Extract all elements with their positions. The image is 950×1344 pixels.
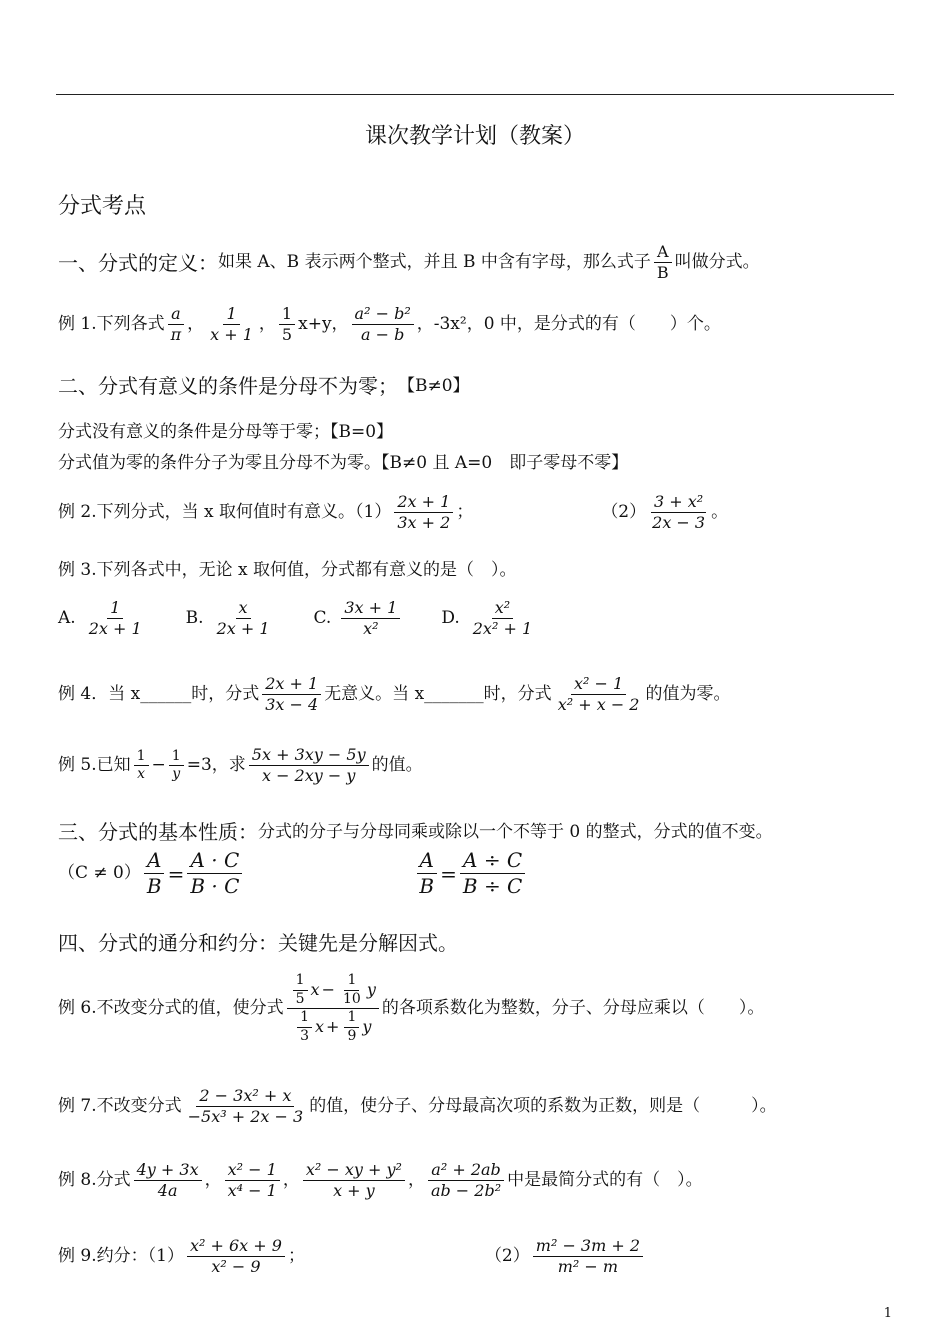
ex2-part-2-label: （2） — [601, 502, 647, 523]
option-c-label: C. — [313, 608, 332, 629]
condition-c-nonzero: （C ≠ 0） — [58, 863, 141, 884]
example-5-text-a: 例 5.已知 — [58, 755, 131, 776]
example-7-text-a: 例 7.不改变分式 — [58, 1096, 182, 1117]
example-4-text-a: 例 4．当 x______时，分式 — [58, 684, 260, 705]
property-rhs-multiply: $\frac{A \cdot C}{B \cdot C}$ — [187, 848, 242, 899]
example-8-text-a: 例 8.分式 — [58, 1170, 131, 1191]
ex9-fraction-1: $\frac{\text{x² + 6x + 9}}{\text{x² − 9}}$ — [187, 1236, 285, 1277]
option-d-label: D. — [441, 608, 460, 629]
section-2 — [58, 374, 470, 398]
section-2-line-3: 分式值为零的条件分子为零且分母不为零。【B≠0 且 A=0 即子零母不零】 — [58, 453, 629, 473]
option-d-fraction: $\frac{\text{x²}}{\text{2x² + 1}}$ — [472, 598, 533, 638]
ex2-fraction-1: $\frac{2x + 1}{3x + 2}$ — [394, 492, 453, 533]
ex1-fraction-4: $\frac{\text{a² − b²}}{a - b}$ — [352, 304, 414, 345]
coefficient-fraction: $\frac{1}{10}$ — [342, 972, 361, 1007]
example-3-options — [58, 598, 538, 639]
option-b-label: B. — [185, 608, 204, 629]
ex8-fraction-3: $\frac{\text{x² − xy + y²}}{x + y}$ — [303, 1160, 405, 1201]
separator: ， — [258, 314, 276, 335]
option-a-fraction: $\frac{1}{2x + 1}$ — [88, 598, 142, 638]
option-a-label: A. — [58, 608, 76, 629]
section-2-line-2: 分式没有意义的条件是分母等于零；【B=0】 — [58, 422, 394, 442]
example-4-text-b: 无意义。当 x_______时，分式 — [324, 684, 552, 705]
separator: 。 — [711, 502, 729, 523]
property-lhs-1: $\frac{A}{B}$ — [144, 848, 165, 899]
example-2-prefix: 例 2.下列分式，当 x 取何值时有意义。（1） — [58, 502, 392, 523]
ex8-fraction-4: $\frac{\text{a² + 2ab}}{\text{ab − 2b²}}$ — [428, 1160, 504, 1201]
fraction-a-over-b: $\frac{A}{B}$ — [654, 242, 672, 283]
example-1-prefix: 例 1.下列各式 — [58, 314, 165, 335]
ex8-fraction-2: $\frac{\text{x² − 1}}{\text{x⁴ − 1}}$ — [225, 1160, 280, 1201]
ex8-fraction-1: $\frac{4y + 3x}{4a}$ — [134, 1160, 202, 1201]
ex1-fraction-3: $\frac{1}{5}$ — [279, 304, 295, 345]
ex6-complex-fraction: $\frac{1}{5}$ x − $\frac{1}{10}$ y $\frac{1}{3}$ x + $\frac{1}{9}$ y — [287, 972, 379, 1045]
example-9 — [58, 1236, 646, 1277]
option-c-fraction: $\frac{3x + 1}{\text{x²}}$ — [341, 598, 400, 639]
separator: ； — [456, 502, 474, 523]
separator: ， — [187, 314, 205, 335]
ex5-fraction-3: $\frac{5x + 3xy - 5y}{x - 2xy - y}$ — [249, 745, 369, 786]
example-8 — [58, 1160, 703, 1201]
section-2-heading: 二、分式有意义的条件是分母不为零； — [58, 374, 398, 398]
equals-sign: = — [440, 861, 457, 886]
section-2-note: 【B≠0】 — [398, 375, 470, 396]
example-6-text-a: 例 6.不改变分式的值，使分式 — [58, 998, 284, 1019]
coefficient-fraction: $\frac{1}{5}$ — [293, 972, 308, 1008]
section-3-formulas — [58, 848, 528, 899]
example-4-text-c: 的值为零。 — [645, 684, 731, 705]
example-5-text-b: =3，求 — [186, 755, 246, 776]
option-b-fraction: $\frac{x}{2x + 1}$ — [216, 598, 270, 638]
page-number: 1 — [883, 1306, 892, 1321]
ex1-fraction-2: $\frac{1}{x + 1}$ — [210, 304, 253, 344]
ex9-part-2-label: （2） — [484, 1246, 530, 1267]
section-3-heading: 三、分式的基本性质： — [58, 820, 258, 844]
separator: ； — [287, 1246, 305, 1267]
coefficient-fraction: $\frac{1}{3}$ — [297, 1009, 312, 1045]
ex5-fraction-1: $\frac{1}{x}$ — [134, 748, 149, 784]
property-rhs-divide: $\frac{A \div C}{B \div C}$ — [460, 848, 525, 899]
separator: ， — [407, 1170, 425, 1191]
example-7 — [58, 1086, 777, 1127]
example-8-text-b: 中是最简分式的有（ ）。 — [507, 1170, 703, 1191]
ex7-fraction: $\frac{\text{2 − 3x² + x}}{\text{−5x³ + 2x − 3}}$ — [187, 1086, 304, 1126]
ex1-term: x+y， — [298, 314, 349, 335]
example-1 — [58, 304, 721, 345]
separator: ， — [204, 1170, 222, 1191]
example-7-text-b: 的值，使分子、分母最高次项的系数为正数，则是（ ）。 — [309, 1096, 777, 1117]
ex1-fraction-1: $\frac{a}{\pi}$ — [168, 304, 185, 345]
example-1-suffix: ，-3x²，0 中，是分式的有（ ）个。 — [416, 314, 721, 335]
example-5-text-c: 的值。 — [371, 755, 423, 776]
ex5-fraction-2: $\frac{1}{y}$ — [169, 748, 184, 784]
page-title: 课次教学计划（教案） — [364, 124, 585, 149]
coefficient-fraction: $\frac{1}{9}$ — [344, 1009, 359, 1045]
section-1-heading: 一、分式的定义： — [58, 250, 218, 275]
minus-sign: − — [151, 755, 166, 776]
example-6 — [58, 972, 764, 1045]
separator: ， — [282, 1170, 300, 1191]
section-4-heading: 四、分式的通分和约分：关键先是分解因式。 — [58, 931, 458, 955]
topic-heading: 分式考点 — [58, 194, 147, 219]
example-4 — [58, 674, 730, 715]
ex9-fraction-2: $\frac{\text{m² − 3m + 2}}{\text{m² − m}}$ — [533, 1236, 643, 1277]
example-5 — [58, 745, 423, 786]
ex4-fraction-2: $\frac{\text{x² − 1}}{\text{x² + x − 2}}$ — [557, 674, 640, 714]
section-1-text-end: 叫做分式。 — [674, 252, 760, 273]
ex4-fraction-1: $\frac{2x + 1}{3x - 4}$ — [262, 674, 321, 715]
property-lhs-2: $\frac{A}{B}$ — [416, 848, 437, 899]
example-3-text: 例 3.下列各式中，无论 x 取何值，分式都有意义的是（ ）。 — [58, 560, 517, 580]
example-9-text-a: 例 9.约分：（1） — [58, 1246, 184, 1267]
section-3-text: 分式的分子与分母同乘或除以一个不等于 0 的整式，分式的值不变。 — [258, 821, 773, 842]
example-2 — [58, 492, 728, 533]
equals-sign: = — [167, 861, 185, 886]
section-1-text: 如果 A、B 表示两个整式，并且 B 中含有字母，那么式子 — [218, 252, 651, 273]
ex2-fraction-2: $\frac{\text{3 + x²}}{2x - 3}$ — [652, 492, 706, 532]
section-1 — [58, 242, 760, 283]
example-6-text-b: 的各项系数化为整数，分子、分母应乘以（ ）。 — [381, 998, 765, 1019]
header-rule — [56, 94, 894, 95]
section-3 — [58, 820, 773, 844]
